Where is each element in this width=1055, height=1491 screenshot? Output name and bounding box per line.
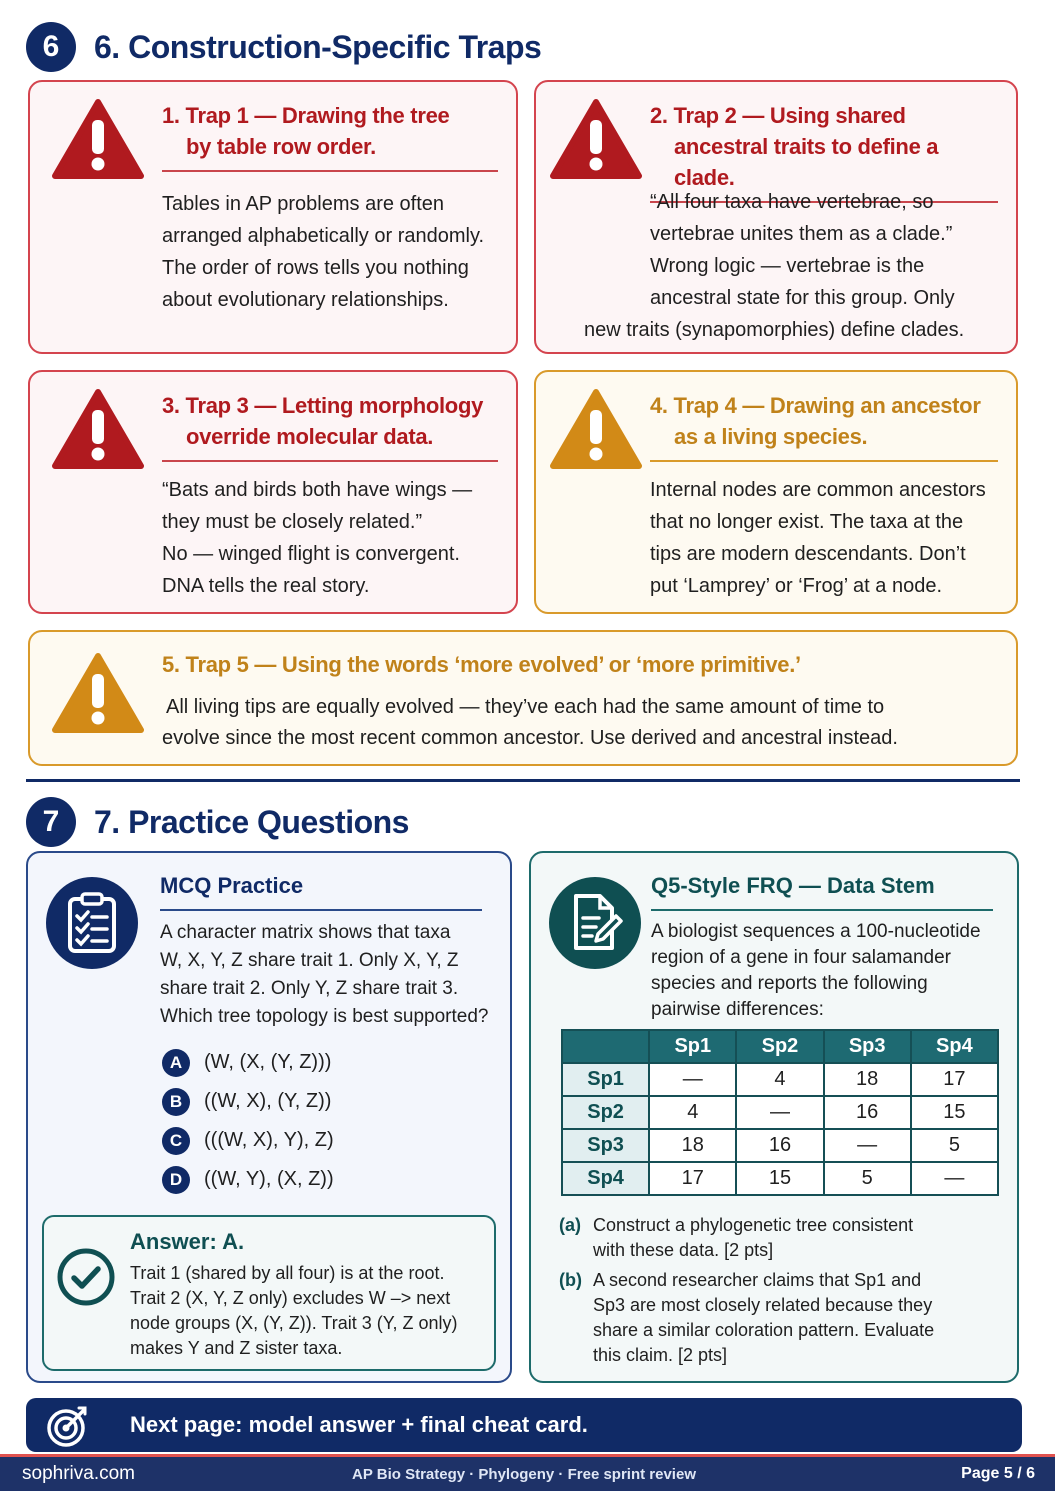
option-letter-badge: C [162, 1127, 190, 1155]
trap-body: “Bats and birds both have wings — they must be closely related.” No — winged flight is convergent. DNA tells the real story. [162, 479, 473, 597]
section-divider [26, 779, 1020, 782]
mcq-option-b[interactable] [162, 1082, 334, 1121]
option-text: (W, (X, (Y, Z))) [204, 1051, 332, 1073]
answer-body: Trait 1 (shared by all four) is at the root. Trait 2 (X, Y, Z only) excludes W –> next node groups (X, (Y, Z)). Trait 3 (Y, Z only) makes Y and Z sister taxa. [130, 1263, 458, 1358]
mcq-title: MCQ Practice [160, 873, 482, 911]
trap-body: Tables in AP problems are often arranged alphabetically or randomly. The order of rows tells you nothing about evolutionary relationships. [162, 193, 485, 311]
answer-title: Answer: A. [130, 1229, 245, 1254]
section-7-header [26, 797, 409, 847]
mcq-option-a[interactable] [162, 1043, 334, 1082]
column-header: Sp2 [736, 1030, 823, 1063]
frq-part-a [559, 1213, 997, 1263]
option-letter-badge: B [162, 1088, 190, 1116]
trap-card-4 [534, 370, 1018, 614]
warning-triangle-icon [52, 388, 144, 470]
column-header: Sp1 [649, 1030, 736, 1063]
footer-page-number: Page 5 / 6 [961, 1465, 1035, 1482]
target-icon [46, 1404, 90, 1448]
trap-card-2 [534, 80, 1018, 354]
trap-title: 3. Trap 3 — Letting morphology override molecular data. [162, 390, 498, 462]
row-header: Sp1 [562, 1063, 649, 1096]
table-cell: 17 [911, 1063, 998, 1096]
mcq-option-d[interactable] [162, 1160, 334, 1199]
table-cell: 18 [824, 1063, 911, 1096]
next-page-banner [26, 1398, 1022, 1452]
table-cell: — [736, 1096, 823, 1129]
frq-stem: A biologist sequences a 100-nucleotide region of a gene in four salamander species and reports the following pairwise differences: [651, 921, 981, 1020]
trap-title: 2. Trap 2 — Using shared ancestral traits to define a clade. [650, 100, 998, 203]
trap-body: All living tips are equally evolved — they’ve each had the same amount of time to evolve since the most recent common ancestor. Use derived and ancestral instead. [162, 696, 898, 749]
footer-site-link[interactable]: sophriva.com [22, 1463, 135, 1484]
row-header: Sp4 [562, 1162, 649, 1195]
row-header: Sp3 [562, 1129, 649, 1162]
table-cell: 17 [649, 1162, 736, 1195]
section-number-badge: 6 [26, 22, 76, 72]
warning-triangle-icon [52, 652, 144, 734]
trap-card-5 [28, 630, 1018, 766]
footer-center-text: AP Bio Strategy · Phylogeny · Free sprint review [352, 1465, 696, 1483]
warning-triangle-icon [550, 388, 642, 470]
frq-card [529, 851, 1019, 1383]
table-header-row [562, 1030, 998, 1063]
frq-title: Q5-Style FRQ — Data Stem [651, 873, 993, 911]
mcq-options [162, 1043, 334, 1199]
trap-body: Internal nodes are common ancestors that no longer exist. The taxa at the tips are modern descendants. Don’t put ‘Lamprey’ or ‘Frog’ at a node. [650, 479, 986, 597]
table-cell: 4 [736, 1063, 823, 1096]
warning-triangle-icon [550, 98, 642, 180]
option-text: ((W, Y), (X, Z)) [204, 1168, 334, 1190]
part-text: A second researcher claims that Sp1 and Sp3 are most closely related because they share a similar coloration pattern. Evaluate this claim. [2 pts] [593, 1270, 935, 1365]
table-cell: 16 [736, 1129, 823, 1162]
part-label: (a) [559, 1215, 581, 1235]
table-row [562, 1063, 998, 1096]
option-text: (((W, X), Y), Z) [204, 1129, 334, 1151]
warning-triangle-icon [52, 98, 144, 180]
option-text: ((W, X), (Y, Z)) [204, 1090, 332, 1112]
table-cell: 4 [649, 1096, 736, 1129]
pairwise-differences-table [561, 1029, 999, 1196]
table-cell: — [649, 1063, 736, 1096]
table-cell: — [824, 1129, 911, 1162]
document-pencil-icon [549, 877, 641, 969]
trap-card-1 [28, 80, 518, 354]
frq-part-b [559, 1268, 997, 1368]
option-letter-badge: A [162, 1049, 190, 1077]
section-title: 6. Construction-Specific Traps [94, 28, 542, 65]
section-6-header [26, 22, 541, 72]
column-header: Sp3 [824, 1030, 911, 1063]
trap-title: 5. Trap 5 — Using the words ‘more evolved’ or ‘more primitive.’ [162, 652, 801, 677]
part-text: Construct a phylogenetic tree consistent with these data. [2 pts] [593, 1215, 914, 1260]
part-label: (b) [559, 1270, 582, 1290]
table-cell: 5 [911, 1129, 998, 1162]
trap-body: “All four taxa have vertebrae, so vertebrae unites them as a clade.” Wrong logic — vertebrae is the ancestral state for this group. Only new traits (synapomorphies) define clades. [584, 191, 965, 341]
trap-title: 4. Trap 4 — Drawing an ancestor as a living species. [650, 390, 998, 462]
table-cell: 15 [736, 1162, 823, 1195]
option-letter-badge: D [162, 1166, 190, 1194]
table-row [562, 1096, 998, 1129]
mcq-card [26, 851, 512, 1383]
table-cell: 5 [824, 1162, 911, 1195]
clipboard-checklist-icon [46, 877, 138, 969]
checkmark-circle-icon [56, 1247, 116, 1307]
table-cell: 16 [824, 1096, 911, 1129]
table-cell: 18 [649, 1129, 736, 1162]
mcq-stem: A character matrix shows that taxa W, X, Y, Z share trait 1. Only X, Y, Z share trait 2. Only Y, Z share trait 3. Which tree topology is best supported? [160, 922, 489, 1027]
mcq-option-c[interactable] [162, 1121, 334, 1160]
answer-box [42, 1215, 496, 1371]
table-row [562, 1162, 998, 1195]
trap-card-3 [28, 370, 518, 614]
column-header: Sp4 [911, 1030, 998, 1063]
trap-title: 1. Trap 1 — Drawing the tree by table row order. [162, 100, 498, 172]
table-cell: — [911, 1162, 998, 1195]
banner-text: Next page: model answer + final cheat card. [130, 1412, 588, 1437]
table-row [562, 1129, 998, 1162]
page-footer [0, 1454, 1055, 1491]
table-cell: 15 [911, 1096, 998, 1129]
table-corner-cell [562, 1030, 649, 1063]
section-number-badge: 7 [26, 797, 76, 847]
row-header: Sp2 [562, 1096, 649, 1129]
section-title: 7. Practice Questions [94, 803, 409, 840]
